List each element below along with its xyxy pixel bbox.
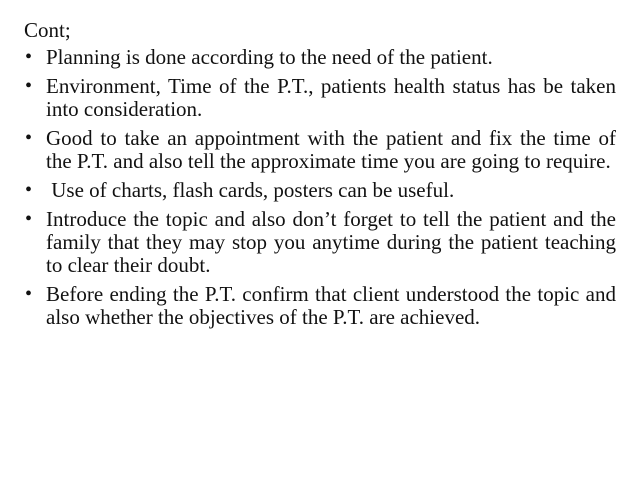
bullet-icon: • (25, 46, 33, 68)
bullet-item-environment (24, 75, 616, 121)
bullet-item-ending (24, 283, 616, 329)
bullet-item-planning (24, 46, 616, 69)
bullet-icon: • (25, 75, 33, 97)
bullet-icon: • (25, 283, 33, 305)
bullet-item-appointment (24, 127, 616, 173)
bullet-text: Planning is done according to the need of the patient. (46, 45, 493, 69)
bullet-item-charts (24, 179, 616, 202)
bullet-text: Before ending the P.T. confirm that client understood the topic and also whether the objectives of the P.T. are achieved. (46, 282, 616, 329)
bullet-text: Good to take an appointment with the patient and fix the time of the P.T. and also tell the approximate time you are going to require. (46, 126, 616, 173)
bullet-icon: • (25, 179, 33, 201)
bullet-text: Introduce the topic and also don’t forget to tell the patient and the family that they may stop you anytime during the patient teaching to clear their doubt. (46, 207, 616, 277)
bullet-text: Use of charts, flash cards, posters can be useful. (46, 178, 455, 202)
bullet-icon: • (25, 127, 33, 149)
bullet-text: Environment, Time of the P.T., patients health status has be taken into consideration. (46, 74, 616, 121)
bullet-list (24, 46, 616, 329)
slide-heading: Cont; (24, 18, 71, 42)
bullet-icon: • (25, 208, 33, 230)
bullet-item-introduce (24, 208, 616, 277)
